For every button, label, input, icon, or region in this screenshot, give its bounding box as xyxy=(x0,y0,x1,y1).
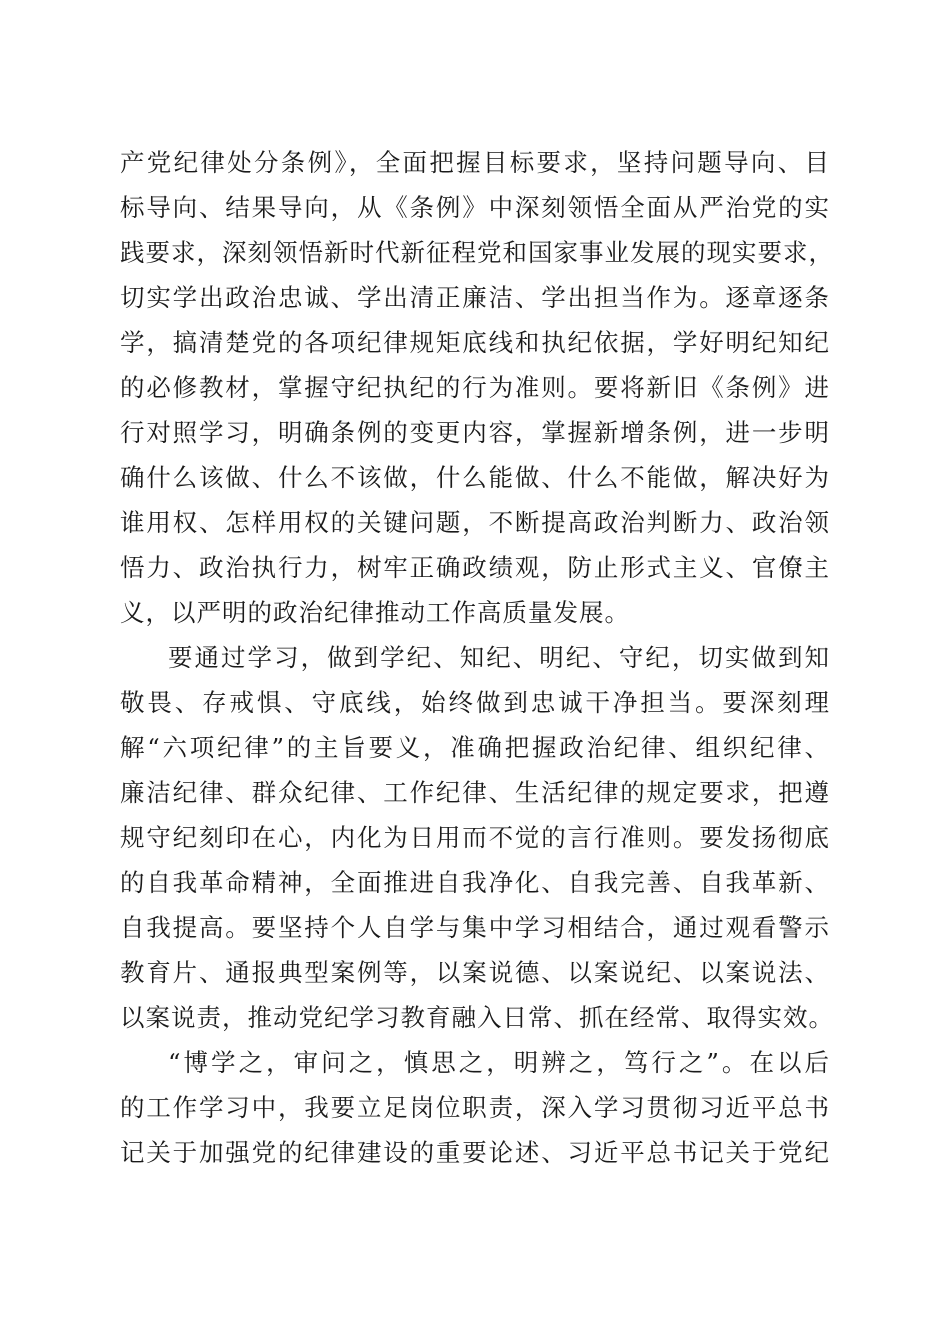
text-line: 产党纪律处分条例》，全面把握目标要求，坚持问题导向、目 xyxy=(120,148,830,177)
text-line: 学，搞清楚党的各项纪律规矩底线和执纪依据，学好明纪知纪 xyxy=(120,328,830,357)
text-line: 要通过学习，做到学纪、知纪、明纪、守纪，切实做到知 xyxy=(168,643,830,672)
text-line: 廉洁纪律、群众纪律、工作纪律、生活纪律的规定要求，把遵 xyxy=(120,778,830,807)
text-line: “博学之，审问之，慎思之，明辨之，笃行之”。在以后 xyxy=(168,1048,830,1077)
text-line: 行对照学习，明确条例的变更内容，掌握新增条例，进一步明 xyxy=(120,418,830,447)
text-line: 的自我革命精神，全面推进自我净化、自我完善、自我革新、 xyxy=(120,868,830,897)
text-line: 记关于加强党的纪律建设的重要论述、习近平总书记关于党纪 xyxy=(120,1138,830,1167)
text-line: 解“六项纪律”的主旨要义，准确把握政治纪律、组织纪律、 xyxy=(120,733,830,762)
text-line: 以案说责，推动党纪学习教育融入日常、抓在经常、取得实效。 xyxy=(120,1003,834,1032)
text-line: 自我提高。要坚持个人自学与集中学习相结合，通过观看警示 xyxy=(120,913,830,942)
text-line: 敬畏、存戒惧、守底线，始终做到忠诚干净担当。要深刻理 xyxy=(120,688,830,717)
document-body xyxy=(120,140,834,1175)
text-line: 切实学出政治忠诚、学出清正廉洁、学出担当作为。逐章逐条 xyxy=(120,283,830,312)
text-line: 规守纪刻印在心，内化为日用而不觉的言行准则。要发扬彻底 xyxy=(120,823,830,852)
text-line: 谁用权、怎样用权的关键问题，不断提高政治判断力、政治领 xyxy=(120,508,830,537)
text-line: 教育片、通报典型案例等，以案说德、以案说纪、以案说法、 xyxy=(120,958,830,987)
text-line: 标导向、结果导向，从《条例》中深刻领悟全面从严治党的实 xyxy=(120,193,830,222)
text-line: 悟力、政治执行力，树牢正确政绩观，防止形式主义、官僚主 xyxy=(120,553,830,582)
text-line: 践要求，深刻领悟新时代新征程党和国家事业发展的现实要求， xyxy=(120,238,834,267)
text-line: 义，以严明的政治纪律推动工作高质量发展。 xyxy=(120,598,630,627)
text-line: 的必修教材，掌握守纪执纪的行为准则。要将新旧《条例》进 xyxy=(120,373,830,402)
text-line: 的工作学习中，我要立足岗位职责，深入学习贯彻习近平总书 xyxy=(120,1093,830,1122)
text-line: 确什么该做、什么不该做，什么能做、什么不能做，解决好为 xyxy=(120,463,830,492)
